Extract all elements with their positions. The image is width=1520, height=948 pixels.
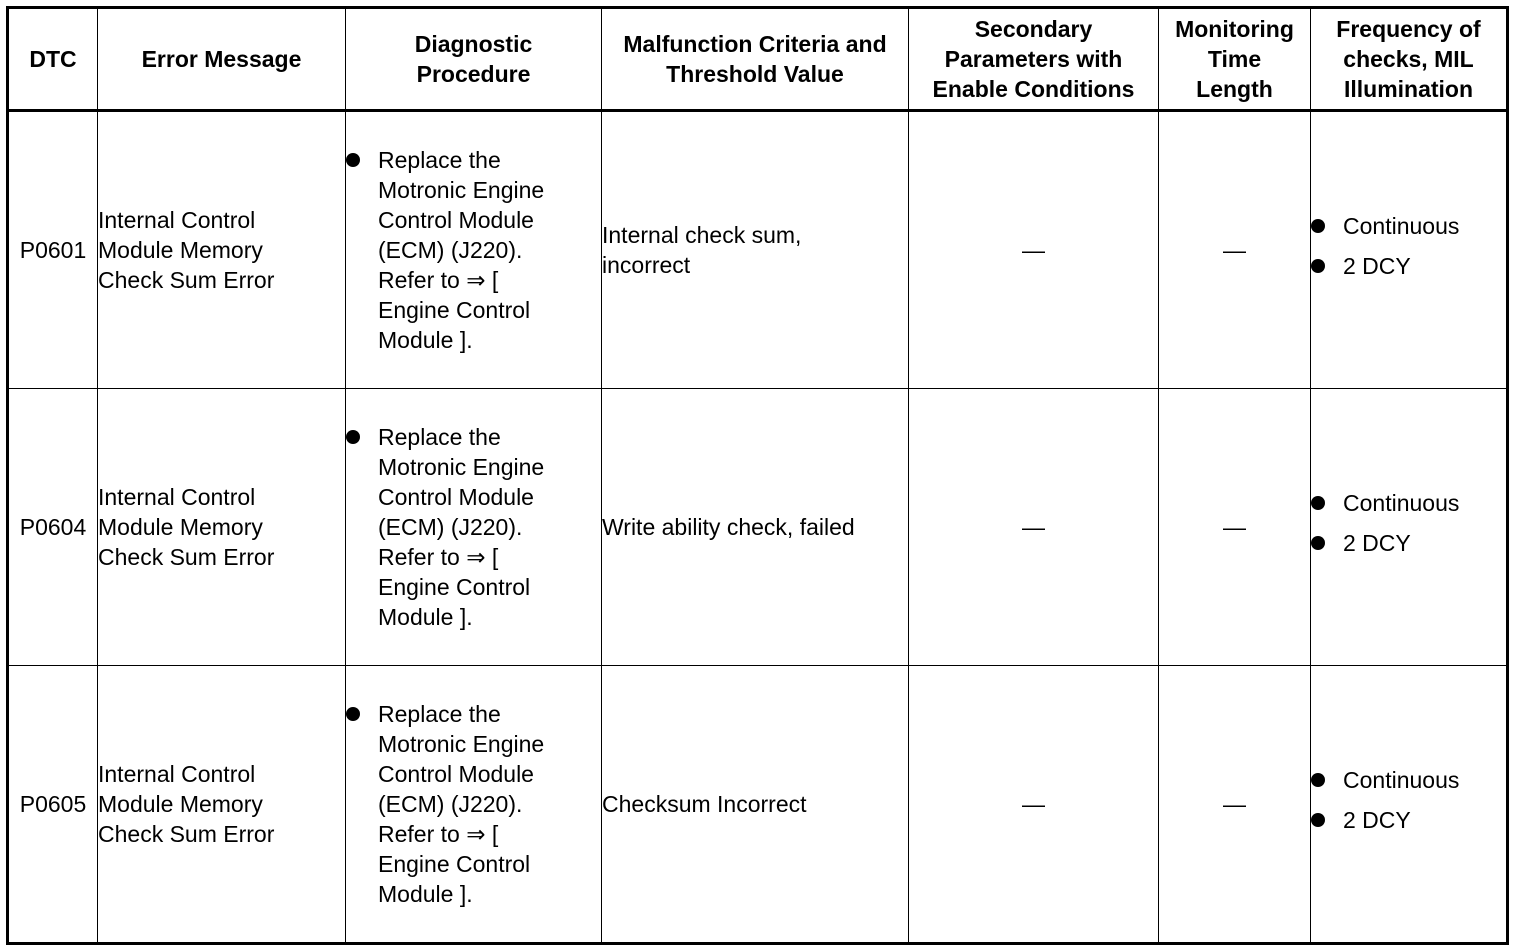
header-monitoring-time: Monitoring Time Length [1159,8,1311,111]
header-error-message: Error Message [98,8,346,111]
criteria-cell [602,111,909,389]
secondary-parameters: — [909,389,1159,666]
monitoring-time: — [1159,111,1311,389]
table-row [8,111,1508,389]
criteria-cell [602,666,909,944]
procedure-text: Replace the Motronic Engine Control Module (ECM) (J220). Refer to ⇒ [ Engine Control Module ]. [378,147,545,353]
table-row [8,666,1508,944]
frequency-cell [1311,666,1508,944]
header-secondary-parameters: Secondary Parameters with Enable Conditions [909,8,1159,111]
document-page [6,6,1506,940]
bullet-icon [1311,813,1325,827]
bullet-icon [1311,496,1325,510]
procedure-text: Replace the Motronic Engine Control Module (ECM) (J220). Refer to ⇒ [ Engine Control Module ]. [378,701,545,907]
dtc-table [6,6,1509,945]
secondary-parameters: — [909,666,1159,944]
error-message: Internal Control Module Memory Check Sum Error [98,484,275,570]
frequency-cell [1311,389,1508,666]
frequency-item [1311,211,1506,241]
frequency-item [1311,528,1506,558]
frequency-item [1311,805,1506,835]
error-message: Internal Control Module Memory Check Sum Error [98,761,275,847]
frequency-text: Continuous [1343,490,1460,516]
frequency-text: Continuous [1343,767,1460,793]
secondary-parameters: — [909,111,1159,389]
frequency-item [1311,251,1506,281]
procedure-cell [346,111,602,389]
monitoring-time: — [1159,389,1311,666]
monitoring-time: — [1159,666,1311,944]
dtc-code: P0604 [8,389,98,666]
bullet-icon [346,430,360,444]
bullet-icon [346,153,360,167]
criteria-text: Internal check sum, incorrect [602,222,802,278]
error-message-cell [98,111,346,389]
error-message: Internal Control Module Memory Check Sum Error [98,207,275,293]
frequency-item [1311,488,1506,518]
frequency-cell [1311,111,1508,389]
criteria-text: Write ability check, failed [602,514,855,540]
frequency-text: 2 DCY [1343,807,1411,833]
bullet-icon [1311,219,1325,233]
frequency-text: 2 DCY [1343,253,1411,279]
error-message-cell [98,389,346,666]
header-malfunction-criteria: Malfunction Criteria and Threshold Value [602,8,909,111]
procedure-cell [346,389,602,666]
dtc-code: P0601 [8,111,98,389]
criteria-cell [602,389,909,666]
frequency-text: 2 DCY [1343,530,1411,556]
frequency-text: Continuous [1343,213,1460,239]
procedure-text: Replace the Motronic Engine Control Module (ECM) (J220). Refer to ⇒ [ Engine Control Module ]. [378,424,545,630]
header-row [8,8,1508,111]
dtc-code: P0605 [8,666,98,944]
bullet-icon [1311,773,1325,787]
header-frequency: Frequency of checks, MIL Illumination [1311,8,1508,111]
bullet-icon [1311,259,1325,273]
criteria-text: Checksum Incorrect [602,791,807,817]
bullet-icon [346,707,360,721]
frequency-item [1311,765,1506,795]
error-message-cell [98,666,346,944]
table-row [8,389,1508,666]
header-dtc: DTC [8,8,98,111]
bullet-icon [1311,536,1325,550]
header-diagnostic-procedure: Diagnostic Procedure [346,8,602,111]
procedure-cell [346,666,602,944]
